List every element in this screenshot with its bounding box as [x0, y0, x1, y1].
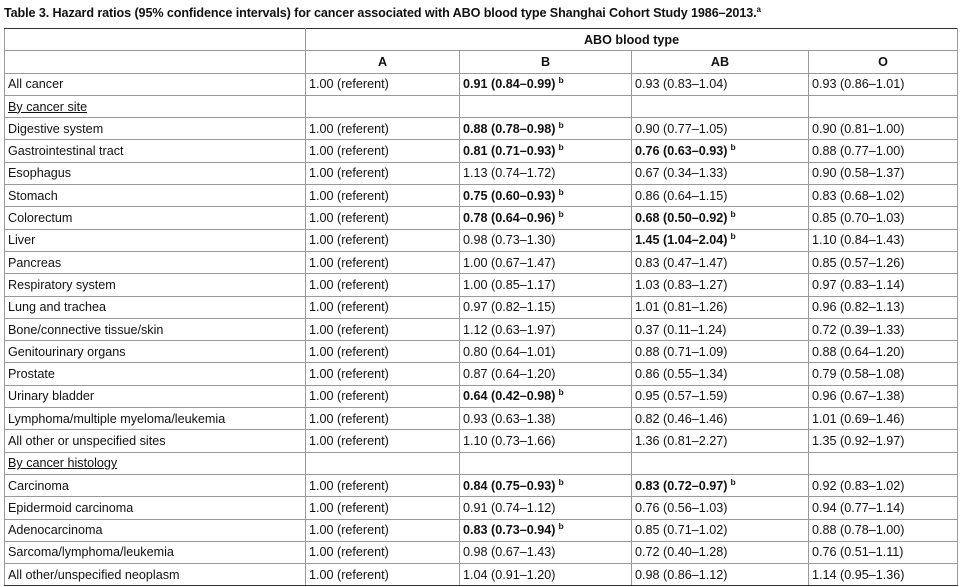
table-row [5, 318, 958, 340]
cell-o [809, 274, 958, 296]
cell-ab [632, 497, 809, 519]
table-caption [4, 6, 761, 20]
cell-b [460, 229, 632, 251]
cell-a [306, 318, 460, 340]
significance-footnote-marker: b [558, 476, 564, 487]
hazard-ratio-value: 0.91 (0.84–0.99) [463, 77, 556, 92]
hazard-ratio-value: 0.88 (0.77–1.00) [812, 144, 905, 159]
hazard-ratio-value: 0.94 (0.77–1.14) [812, 500, 905, 515]
cell-ab [632, 207, 809, 229]
hazard-ratio-value: 0.83 (0.72–0.97) [635, 478, 728, 493]
cell-b [460, 318, 632, 340]
row-label: Urinary bladder [5, 385, 306, 407]
hazard-ratio-value: 0.90 (0.81–1.00) [812, 121, 905, 136]
table-row [5, 140, 958, 162]
hazard-ratio-value: 1.01 (0.81–1.26) [635, 300, 728, 315]
cell-b [460, 185, 632, 207]
cell-ab [632, 185, 809, 207]
hazard-ratio-value: 1.00 (0.85–1.17) [463, 277, 556, 292]
hazard-ratio-value: 0.72 (0.39–1.33) [812, 322, 905, 337]
hazard-ratio-value: 0.64 (0.42–0.98) [463, 389, 556, 404]
empty-cell [632, 95, 809, 117]
cell-ab [632, 408, 809, 430]
hazard-ratio-value: 0.98 (0.67–1.43) [463, 545, 556, 560]
cell-ab [632, 363, 809, 385]
hazard-ratio-value: 1.45 (1.04–2.04) [635, 233, 728, 248]
cell-o [809, 474, 958, 496]
hazard-ratio-value: 0.80 (0.64–1.01) [463, 344, 556, 359]
hazard-ratio-value: 1.00 (referent) [309, 255, 389, 270]
hazard-ratio-value: 0.88 (0.64–1.20) [812, 344, 905, 359]
hazard-ratio-value: 1.00 (referent) [309, 344, 389, 359]
hazard-ratio-value: 1.13 (0.74–1.72) [463, 166, 556, 181]
cell-b [460, 497, 632, 519]
hazard-ratio-value: 0.83 (0.47–1.47) [635, 255, 728, 270]
cell-b [460, 385, 632, 407]
row-label: Liver [5, 229, 306, 251]
hazard-ratio-value: 1.00 (referent) [309, 389, 389, 404]
hazard-ratio-value: 0.88 (0.78–0.98) [463, 121, 556, 136]
hazard-ratio-value: 0.76 (0.63–0.93) [635, 144, 728, 159]
cell-o [809, 229, 958, 251]
hazard-ratio-value: 0.98 (0.73–1.30) [463, 233, 556, 248]
cell-a [306, 274, 460, 296]
empty-cell [809, 95, 958, 117]
cell-ab [632, 519, 809, 541]
row-label: Respiratory system [5, 274, 306, 296]
significance-footnote-marker: b [730, 476, 736, 487]
cell-b [460, 73, 632, 95]
row-label: Lung and trachea [5, 296, 306, 318]
cell-b [460, 296, 632, 318]
table-row [5, 474, 958, 496]
hazard-ratio-value: 0.90 (0.77–1.05) [635, 121, 728, 136]
cell-ab [632, 318, 809, 340]
cell-b [460, 140, 632, 162]
cell-b [460, 474, 632, 496]
header-row-label-cell [5, 51, 306, 73]
hazard-ratio-value: 1.01 (0.69–1.46) [812, 411, 905, 426]
cell-a [306, 73, 460, 95]
hazard-ratio-value: 0.83 (0.73–0.94) [463, 523, 556, 538]
table-row [5, 185, 958, 207]
column-header-a: A [306, 51, 460, 73]
table-row [5, 162, 958, 184]
row-label: Epidermoid carcinoma [5, 497, 306, 519]
hazard-ratio-value: 0.75 (0.60–0.93) [463, 188, 556, 203]
cell-a [306, 564, 460, 586]
cell-a [306, 474, 460, 496]
hazard-ratio-value: 1.00 (referent) [309, 300, 389, 315]
cell-b [460, 274, 632, 296]
cell-b [460, 519, 632, 541]
cell-a [306, 341, 460, 363]
hazard-ratio-value: 1.00 (referent) [309, 77, 389, 92]
hazard-ratio-value: 0.68 (0.50–0.92) [635, 211, 728, 226]
hazard-ratio-value: 1.00 (referent) [309, 523, 389, 538]
hazard-ratio-value: 0.86 (0.64–1.15) [635, 188, 728, 203]
table-row [5, 207, 958, 229]
row-label: All other or unspecified sites [5, 430, 306, 452]
cell-b [460, 430, 632, 452]
table-row [5, 497, 958, 519]
significance-footnote-marker: b [558, 75, 564, 86]
row-label: Gastrointestinal tract [5, 140, 306, 162]
caption-footnote-marker: a [756, 5, 761, 14]
cell-a [306, 229, 460, 251]
cell-b [460, 341, 632, 363]
section-header-row [5, 95, 958, 117]
column-header-b: B [460, 51, 632, 73]
significance-footnote-marker: b [730, 209, 736, 220]
cell-ab [632, 118, 809, 140]
hazard-ratio-value: 0.85 (0.70–1.03) [812, 211, 905, 226]
cell-b [460, 564, 632, 586]
header-columns-row [5, 51, 958, 73]
hazard-ratio-value: 0.88 (0.71–1.09) [635, 344, 728, 359]
hazard-ratio-value: 0.98 (0.86–1.12) [635, 567, 728, 582]
hazard-ratio-value: 0.93 (0.83–1.04) [635, 77, 728, 92]
table-row [5, 541, 958, 563]
cell-o [809, 564, 958, 586]
hazard-ratio-value: 0.91 (0.74–1.12) [463, 500, 556, 515]
table-row [5, 73, 958, 95]
hazard-ratio-value: 1.10 (0.73–1.66) [463, 433, 556, 448]
hazard-ratio-value: 1.00 (0.67–1.47) [463, 255, 556, 270]
table-row [5, 251, 958, 273]
table-body [5, 73, 958, 586]
hazard-ratio-value: 1.35 (0.92–1.97) [812, 433, 905, 448]
table-row [5, 274, 958, 296]
hazard-ratio-value: 0.90 (0.58–1.37) [812, 166, 905, 181]
column-header-o: O [809, 51, 958, 73]
hazard-ratio-value: 0.87 (0.64–1.20) [463, 367, 556, 382]
significance-footnote-marker: b [558, 142, 564, 153]
cell-a [306, 162, 460, 184]
cell-o [809, 541, 958, 563]
cell-ab [632, 541, 809, 563]
hazard-ratio-value: 0.37 (0.11–1.24) [635, 322, 727, 337]
cell-ab [632, 162, 809, 184]
header-group-row [5, 29, 958, 51]
hazard-ratio-value: 1.00 (referent) [309, 500, 389, 515]
cell-ab [632, 251, 809, 273]
hazard-ratio-value: 0.92 (0.83–1.02) [812, 478, 905, 493]
hazard-ratio-value: 1.04 (0.91–1.20) [463, 567, 556, 582]
cell-b [460, 408, 632, 430]
hazard-ratio-value: 1.00 (referent) [309, 478, 389, 493]
hazard-ratio-value: 1.00 (referent) [309, 233, 389, 248]
table-row [5, 564, 958, 586]
row-label: Stomach [5, 185, 306, 207]
row-label: Genitourinary organs [5, 341, 306, 363]
cell-o [809, 497, 958, 519]
cell-o [809, 341, 958, 363]
hazard-ratio-value: 0.96 (0.82–1.13) [812, 300, 905, 315]
cell-ab [632, 430, 809, 452]
cell-o [809, 162, 958, 184]
hazard-ratio-value: 1.00 (referent) [309, 367, 389, 382]
hazard-ratio-value: 0.86 (0.55–1.34) [635, 367, 728, 382]
row-label: Digestive system [5, 118, 306, 140]
table-row [5, 118, 958, 140]
cell-ab [632, 229, 809, 251]
cell-a [306, 296, 460, 318]
cell-ab [632, 474, 809, 496]
cell-a [306, 497, 460, 519]
empty-cell [632, 452, 809, 474]
table-row [5, 229, 958, 251]
hazard-ratio-value: 1.00 (referent) [309, 433, 389, 448]
cell-o [809, 207, 958, 229]
table-row [5, 363, 958, 385]
cell-o [809, 318, 958, 340]
hazard-ratio-value: 0.88 (0.78–1.00) [812, 523, 905, 538]
cell-b [460, 541, 632, 563]
cell-ab [632, 385, 809, 407]
cell-a [306, 385, 460, 407]
table-row [5, 408, 958, 430]
hazard-ratio-value: 1.00 (referent) [309, 545, 389, 560]
table-row [5, 385, 958, 407]
hazard-ratio-value: 0.83 (0.68–1.02) [812, 188, 905, 203]
significance-footnote-marker: b [730, 231, 736, 242]
cell-b [460, 118, 632, 140]
hazard-ratio-value: 0.97 (0.83–1.14) [812, 277, 905, 292]
hazard-ratio-value: 0.85 (0.57–1.26) [812, 255, 905, 270]
hazard-ratio-value: 0.82 (0.46–1.46) [635, 411, 728, 426]
hazard-ratio-value: 1.00 (referent) [309, 411, 389, 426]
cell-b [460, 363, 632, 385]
significance-footnote-marker: b [730, 142, 736, 153]
hazard-ratio-value: 1.00 (referent) [309, 277, 389, 292]
hazard-ratio-value: 0.72 (0.40–1.28) [635, 545, 728, 560]
section-label: By cancer site [5, 95, 306, 117]
cell-a [306, 541, 460, 563]
hazard-ratio-value: 1.00 (referent) [309, 144, 389, 159]
table-row [5, 296, 958, 318]
cell-o [809, 185, 958, 207]
cell-o [809, 430, 958, 452]
row-label: Prostate [5, 363, 306, 385]
cell-a [306, 207, 460, 229]
cell-o [809, 408, 958, 430]
hazard-ratio-value: 0.84 (0.75–0.93) [463, 478, 556, 493]
cell-ab [632, 73, 809, 95]
hazard-ratio-value: 1.00 (referent) [309, 211, 389, 226]
hazard-ratio-value: 0.67 (0.34–1.33) [635, 166, 728, 181]
significance-footnote-marker: b [558, 521, 564, 532]
hazard-ratio-value: 0.93 (0.63–1.38) [463, 411, 556, 426]
hazard-ratio-value: 1.00 (referent) [309, 567, 389, 582]
hazard-ratio-value: 0.96 (0.67–1.38) [812, 389, 905, 404]
header-group-label: ABO blood type [306, 29, 958, 51]
cell-o [809, 140, 958, 162]
hazard-ratio-value: 0.97 (0.82–1.15) [463, 300, 556, 315]
empty-cell [460, 95, 632, 117]
cell-a [306, 251, 460, 273]
row-label: Bone/connective tissue/skin [5, 318, 306, 340]
hazard-ratio-value: 1.00 (referent) [309, 166, 389, 181]
row-label: Adenocarcinoma [5, 519, 306, 541]
cell-o [809, 385, 958, 407]
hazard-ratio-value: 0.81 (0.71–0.93) [463, 144, 556, 159]
cell-b [460, 162, 632, 184]
hazard-ratio-value: 0.95 (0.57–1.59) [635, 389, 728, 404]
cell-ab [632, 274, 809, 296]
hazard-ratio-value: 1.00 (referent) [309, 121, 389, 136]
hazard-ratio-value: 0.85 (0.71–1.02) [635, 523, 728, 538]
cell-b [460, 207, 632, 229]
cell-ab [632, 564, 809, 586]
empty-cell [809, 452, 958, 474]
significance-footnote-marker: b [558, 186, 564, 197]
row-label: Sarcoma/lymphoma/leukemia [5, 541, 306, 563]
hazard-ratio-value: 1.00 (referent) [309, 188, 389, 203]
row-label: Lymphoma/multiple myeloma/leukemia [5, 408, 306, 430]
row-label: All cancer [5, 73, 306, 95]
cell-a [306, 185, 460, 207]
empty-cell [306, 95, 460, 117]
significance-footnote-marker: b [558, 209, 564, 220]
row-label: Esophagus [5, 162, 306, 184]
cell-a [306, 363, 460, 385]
cell-a [306, 408, 460, 430]
cell-a [306, 519, 460, 541]
hazard-ratio-value: 0.78 (0.64–0.96) [463, 211, 556, 226]
table-row [5, 519, 958, 541]
cell-o [809, 118, 958, 140]
section-header-row [5, 452, 958, 474]
row-label: Carcinoma [5, 474, 306, 496]
hazard-ratio-value: 1.14 (0.95–1.36) [812, 567, 905, 582]
row-label: All other/unspecified neoplasm [5, 564, 306, 586]
empty-cell [460, 452, 632, 474]
hazard-ratio-value: 1.00 (referent) [309, 322, 389, 337]
hazard-ratio-value: 0.79 (0.58–1.08) [812, 367, 905, 382]
empty-cell [306, 452, 460, 474]
cell-o [809, 519, 958, 541]
cell-ab [632, 296, 809, 318]
caption-text: Table 3. Hazard ratios (95% confidence intervals) for cancer associated with ABO blood type Shanghai Cohort Study 1986–2013. [4, 6, 757, 20]
header-corner-cell [5, 29, 306, 51]
hazard-ratio-table [4, 28, 958, 586]
hazard-ratio-value: 1.03 (0.83–1.27) [635, 277, 728, 292]
row-label: Pancreas [5, 251, 306, 273]
cell-ab [632, 341, 809, 363]
cell-a [306, 140, 460, 162]
cell-a [306, 118, 460, 140]
hazard-ratio-value: 0.93 (0.86–1.01) [812, 77, 905, 92]
significance-footnote-marker: b [558, 387, 564, 398]
cell-ab [632, 140, 809, 162]
cell-o [809, 73, 958, 95]
hazard-ratio-value: 1.10 (0.84–1.43) [812, 233, 905, 248]
hazard-ratio-value: 1.12 (0.63–1.97) [463, 322, 556, 337]
section-label: By cancer histology [5, 452, 306, 474]
cell-b [460, 251, 632, 273]
cell-o [809, 363, 958, 385]
row-label: Colorectum [5, 207, 306, 229]
cell-a [306, 430, 460, 452]
hazard-ratio-value: 0.76 (0.51–1.11) [812, 545, 904, 560]
significance-footnote-marker: b [558, 119, 564, 130]
hazard-ratio-value: 1.36 (0.81–2.27) [635, 433, 728, 448]
hazard-ratio-value: 0.76 (0.56–1.03) [635, 500, 728, 515]
column-header-ab: AB [632, 51, 809, 73]
cell-o [809, 251, 958, 273]
cell-o [809, 296, 958, 318]
table-row [5, 341, 958, 363]
table-row [5, 430, 958, 452]
